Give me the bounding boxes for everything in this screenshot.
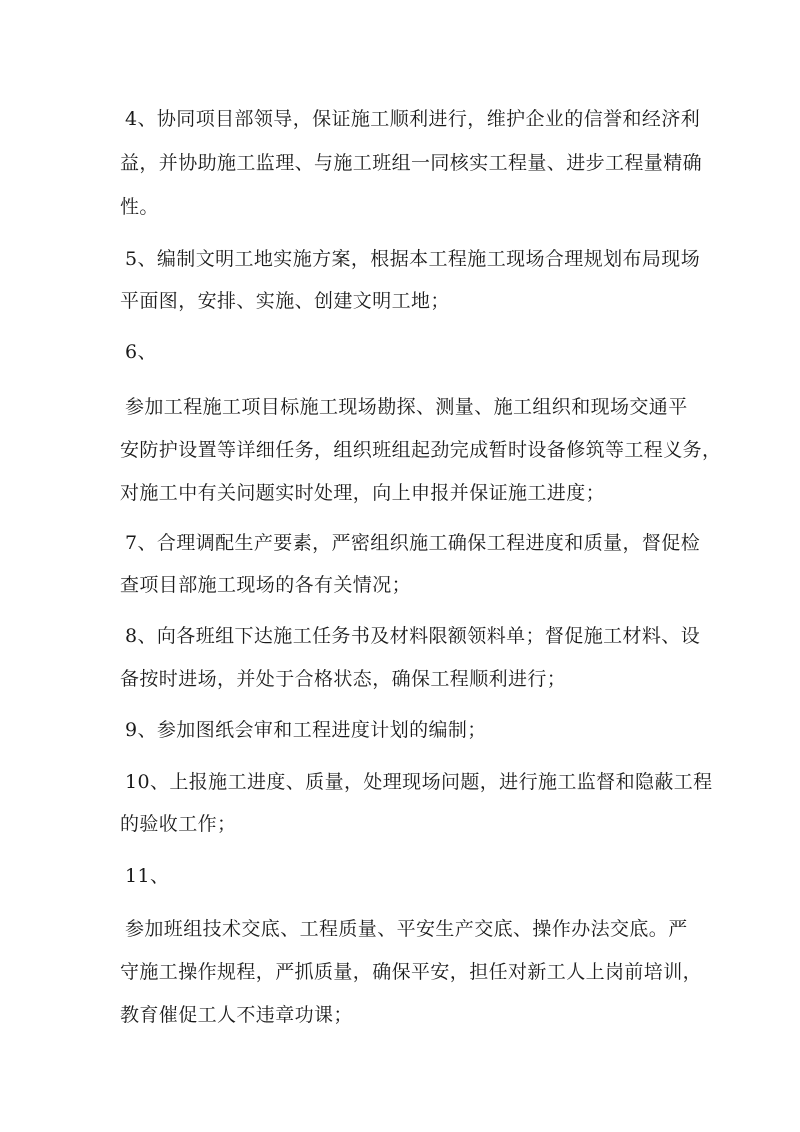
text-line: 7、合理调配生产要素，严密组织施工确保工程进度和质量，督促检 — [125, 532, 701, 554]
text-line: 5、编制文明工地实施方案，根据本工程施工现场合理规划布局现场 — [125, 248, 701, 270]
text-line: 益，并协助施工监理、与施工班组一同核实工程量、进步工程量精确 — [120, 152, 703, 174]
text-line: 6、 — [125, 341, 157, 363]
text-line: 11、 — [125, 865, 170, 887]
text-line: 参加工程施工项目标施工现场勘探、测量、施工组织和现场交通平 — [125, 396, 688, 418]
text-line: 的验收工作； — [120, 813, 237, 835]
text-line: 9、参加图纸会审和工程进度计划的编制； — [125, 719, 487, 741]
text-line: 参加班组技术交底、工程质量、平安生产交底、操作办法交底。严 — [125, 918, 688, 940]
text-line: 教育催促工人不违章功课； — [120, 1004, 353, 1026]
text-line: 10、上报施工进度、质量，处理现场问题，进行施工监督和隐蔽工程 — [125, 771, 713, 793]
text-line: 查项目部施工现场的各有关情况； — [120, 574, 412, 596]
text-line: 安防护设置等详细任务，组织班组起劲完成暂时设备修筑等工程义务， — [120, 439, 722, 461]
text-line: 4、协同项目部领导，保证施工顺利进行，维护企业的信誉和经济利 — [125, 108, 701, 130]
text-line: 8、向各班组下达施工任务书及材料限额领料单；督促施工材料、设 — [125, 625, 701, 647]
text-line: 备按时进场，并处于合格状态，确保工程顺利进行； — [120, 668, 567, 690]
text-line: 性。 — [120, 196, 159, 218]
text-line: 守施工操作规程，严抓质量，确保平安，担任对新工人上岗前培训， — [120, 961, 703, 983]
text-line: 对施工中有关问题实时处理，向上申报并保证施工进度； — [120, 482, 606, 504]
text-line: 平面图，安排、实施、创建文明工地； — [120, 290, 450, 312]
